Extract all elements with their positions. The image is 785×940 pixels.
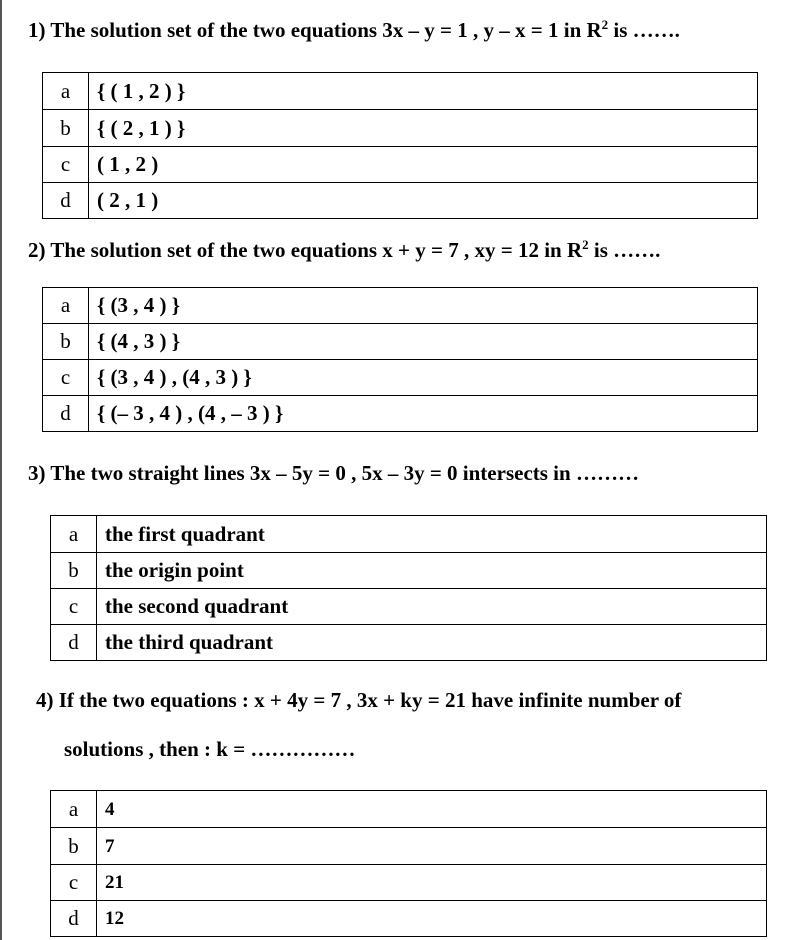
option-text: ( 2 , 1 ) [89, 183, 758, 219]
option-row-d[interactable] [43, 396, 758, 432]
option-text: the second quadrant [97, 589, 767, 625]
question-1-superscript: 2 [601, 17, 609, 32]
question-1-tail: is ……. [608, 18, 680, 42]
option-letter: d [43, 183, 89, 219]
option-text: { (– 3 , 4 ) , (4 , – 3 ) } [89, 396, 758, 432]
option-row-b[interactable] [51, 828, 767, 865]
question-3-options-table [50, 515, 767, 661]
option-letter: b [51, 553, 97, 589]
option-letter: c [43, 147, 89, 183]
question-2-text: 2) The solution set of the two equations x + y = 7 , xy = 12 in R [28, 238, 583, 262]
option-text: 4 [97, 791, 767, 828]
option-letter: d [51, 901, 97, 937]
option-row-a[interactable] [43, 73, 758, 110]
option-text: { (3 , 4 ) } [89, 288, 758, 324]
option-letter: b [43, 110, 89, 147]
question-1-options-table [42, 72, 758, 219]
option-letter: c [51, 589, 97, 625]
option-letter: c [43, 360, 89, 396]
option-row-c[interactable] [43, 360, 758, 396]
option-letter: a [43, 288, 89, 324]
option-row-a[interactable] [51, 791, 767, 828]
question-1-text: 1) The solution set of the two equations 3x – y = 1 , y – x = 1 in R [28, 18, 602, 42]
option-row-a[interactable] [43, 288, 758, 324]
option-row-c[interactable] [51, 865, 767, 901]
question-2-options-table [42, 287, 758, 432]
question-4-stem [36, 688, 681, 712]
option-row-d[interactable] [51, 901, 767, 937]
option-row-b[interactable] [43, 110, 758, 147]
question-1-stem [28, 18, 680, 42]
option-text: the third quadrant [97, 625, 767, 661]
option-text: { (3 , 4 ) , (4 , 3 ) } [89, 360, 758, 396]
option-text: { ( 1 , 2 ) } [89, 73, 758, 110]
option-text: { (4 , 3 ) } [89, 324, 758, 360]
page-left-border [0, 0, 2, 940]
question-2-stem [28, 238, 660, 262]
question-3-text: 3) The two straight lines 3x – 5y = 0 , 5x – 3y = 0 intersects in ……… [28, 461, 639, 485]
option-text: 12 [97, 901, 767, 937]
option-row-c[interactable] [51, 589, 767, 625]
option-text: the first quadrant [97, 516, 767, 553]
question-2-tail: is ……. [588, 238, 661, 262]
question-4-text-line2: solutions , then : k = …………… [64, 737, 356, 761]
option-letter: b [51, 828, 97, 865]
option-text: the origin point [97, 553, 767, 589]
option-letter: a [43, 73, 89, 110]
option-text: 21 [97, 865, 767, 901]
option-letter: b [43, 324, 89, 360]
question-2-superscript: 2 [582, 237, 589, 252]
option-text: { ( 2 , 1 ) } [89, 110, 758, 147]
option-row-d[interactable] [43, 183, 758, 219]
question-4-text: 4) If the two equations : x + 4y = 7 , 3x + ky = 21 have infinite number of [36, 688, 682, 712]
option-letter: d [43, 396, 89, 432]
question-4-options-table [50, 790, 767, 937]
option-letter: a [51, 791, 97, 828]
option-row-d[interactable] [51, 625, 767, 661]
question-3-stem [28, 461, 639, 485]
option-text: 7 [97, 828, 767, 865]
option-row-c[interactable] [43, 147, 758, 183]
option-row-b[interactable] [43, 324, 758, 360]
question-4-stem-line2 [64, 737, 355, 761]
option-text: ( 1 , 2 ) [89, 147, 758, 183]
option-letter: d [51, 625, 97, 661]
option-row-a[interactable] [51, 516, 767, 553]
option-letter: c [51, 865, 97, 901]
option-letter: a [51, 516, 97, 553]
option-row-b[interactable] [51, 553, 767, 589]
